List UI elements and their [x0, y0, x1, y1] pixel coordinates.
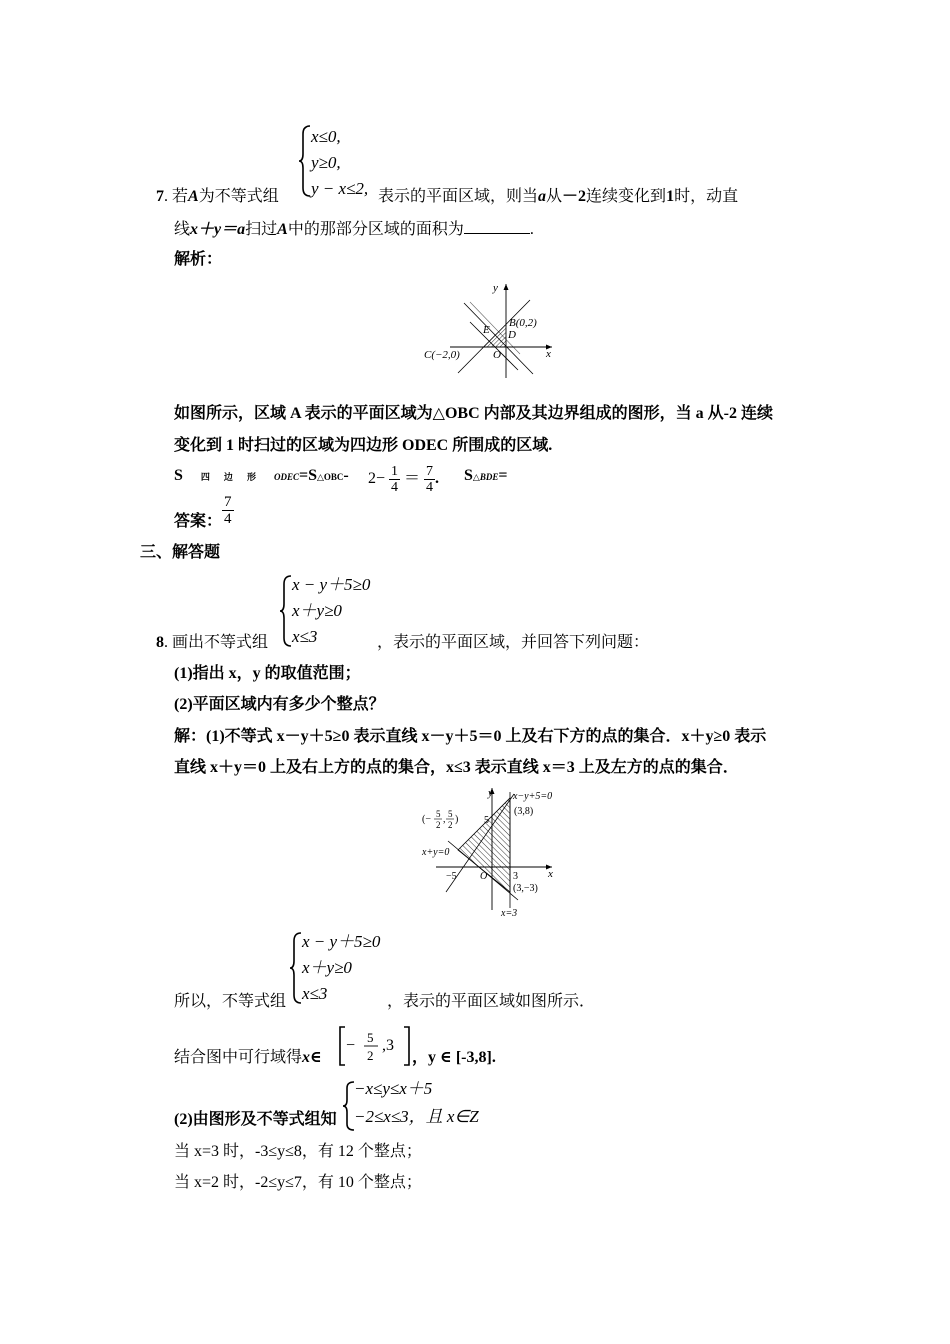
q7-area-bde: S△BDE=	[464, 467, 508, 484]
figure-1-graph	[420, 278, 560, 388]
q7-area-calc: 2− $\frac{1}{4}$ ＝ $\frac{7}{4}$ .	[368, 464, 440, 495]
fig2-point-frac2-num: 5	[448, 809, 453, 819]
q7-number: 7	[156, 188, 164, 205]
q7-explain-line-1: 如图所示，区域 A 表示的平面区域为△OBC 内部及其边界组成的图形，当 a 从-2 连续	[174, 405, 773, 422]
q7-system-brace	[298, 124, 312, 203]
fig2-point-frac1-num: 5	[436, 809, 441, 819]
q7-sys-row-2: y≥0,	[311, 153, 341, 172]
sol8-sys-row-3: x≤3	[302, 984, 328, 1003]
fig2-line-label-2: x+y=0	[422, 847, 450, 858]
fig1-y-label: y	[493, 282, 498, 294]
fig2-point-frac2-den: 2	[448, 820, 453, 830]
q7-answer-label: 答案：	[174, 513, 223, 530]
fig2-point-3-8: (3,8)	[514, 806, 534, 817]
sol8-sys2-row-2: −2≤x≤3，且 x∈Z	[354, 1107, 479, 1126]
q8-sys-row-1: x − y＋5≥0	[292, 575, 371, 594]
left-brace-icon	[279, 574, 293, 648]
figure-1-svg	[420, 278, 560, 383]
fig1-label-e: E	[483, 324, 490, 336]
q8-solution-line-2: 直线 x＋y＝0 上及右上方的点的集合，x≤3 表示直线 x＝3 上及左方的点的集合．	[174, 759, 739, 776]
q8-system-brace	[279, 574, 293, 653]
sol8-range-interval	[336, 1024, 414, 1073]
sol8-case-1: 当 x=3 时，-3≤y≤8，有 12 个整点；	[174, 1143, 422, 1160]
interval-den: 2	[367, 1048, 374, 1063]
sol8-sys-row-2: x＋y≥0	[302, 958, 352, 977]
sol8-range: 结合图中可行域得x∈	[174, 1049, 322, 1066]
q7-explain-line-2: 变化到 1 时扫过的区域为四边形 ODEC 所围成的区域.	[174, 437, 553, 454]
fig1-label-b: B(0,2)	[509, 317, 537, 329]
sol8-after: ，表示的平面区域如图所示．	[387, 993, 596, 1010]
fig1-x-label: x	[546, 348, 551, 360]
q7-line-1-tail: 表示的平面区域，则当a从－2连续变化到1时，动直	[378, 188, 739, 205]
fig1-label-c: C(−2,0)	[424, 349, 460, 361]
fig2-tick-neg5: −5	[446, 871, 457, 882]
interval-three: ,3	[382, 1037, 394, 1054]
q8-solution-line-1: 解：(1)不等式 x－y＋5≥0 表示直线 x－y＋5＝0 上及右下方的点的集合．x＋y≥0 表示	[174, 728, 767, 745]
fig2-line-label-1: x−y+5=0	[513, 791, 553, 802]
fig2-point-left-a: (−	[422, 814, 431, 825]
interval-neg: −	[346, 1037, 356, 1054]
q8-sys-row-2: x＋y≥0	[292, 601, 342, 620]
q7-sys-row-3: y − x≤2,	[311, 179, 369, 198]
q8-line-1: 8. 画出不等式组	[156, 634, 269, 651]
q7-answer-value: $\frac{7}{4}$	[224, 494, 232, 527]
fig2-tick-5: 5	[484, 815, 489, 826]
fig2-y-label: y	[488, 787, 493, 799]
fig1-label-d: D	[508, 329, 516, 341]
fig2-point-frac1-den: 2	[436, 820, 441, 830]
fig1-label-o: O	[493, 349, 501, 361]
fig2-point-comma: ,	[443, 814, 446, 825]
fig2-x-label: x	[548, 868, 553, 880]
figure-2-graph	[418, 784, 578, 925]
sol8-sys-row-1: x − y＋5≥0	[302, 932, 381, 951]
fig2-tick-3: 3	[513, 871, 518, 882]
sol8-suoyi: 所以，不等式组	[174, 993, 287, 1010]
q8-line-1-tail: ，表示的平面区域，并回答下列问题：	[377, 634, 650, 651]
q7-area-formula: S 四 边 形 ODEC=S△OBC-	[174, 467, 349, 484]
q7-sys-row-1: x≤0,	[311, 127, 341, 146]
left-brace-icon	[298, 124, 312, 198]
interval-bracket	[336, 1024, 414, 1068]
fig2-point-3-neg3: (3,−3)	[513, 883, 538, 894]
q8-number: 8	[156, 634, 164, 651]
q7-analysis-label: 解析：	[174, 251, 223, 268]
sol8-range-y: ，y ∈ [-3,8].	[412, 1049, 496, 1066]
sol8-case-2: 当 x=2 时，-2≤y≤7，有 10 个整点；	[174, 1174, 422, 1191]
fig2-origin: O	[480, 871, 488, 882]
q7-line-1: 7. 若A为不等式组	[156, 188, 279, 205]
fig2-point-left-b: )	[455, 814, 459, 825]
sol8-sys2-row-1: −x≤y≤x＋5	[354, 1079, 433, 1098]
q8-part-1: (1)指出 x，y 的取值范围；	[174, 665, 361, 682]
figure-2-svg	[418, 784, 578, 920]
q8-sys-row-3: x≤3	[292, 627, 318, 646]
answer-blank	[464, 219, 530, 234]
section-heading: 三、解答题	[140, 544, 221, 561]
fig2-line-label-3: x=3	[501, 908, 518, 919]
sol8-system-brace	[289, 931, 303, 1010]
sol8-part-2: (2)由图形及不等式组知	[174, 1111, 337, 1128]
interval-num: 5	[367, 1030, 374, 1045]
q7-line-2: 线x＋y＝a扫过A中的那部分区域的面积为 .	[174, 221, 534, 238]
q8-part-2: (2)平面区域内有多少个整点？	[174, 696, 385, 713]
left-brace-icon	[289, 931, 303, 1005]
